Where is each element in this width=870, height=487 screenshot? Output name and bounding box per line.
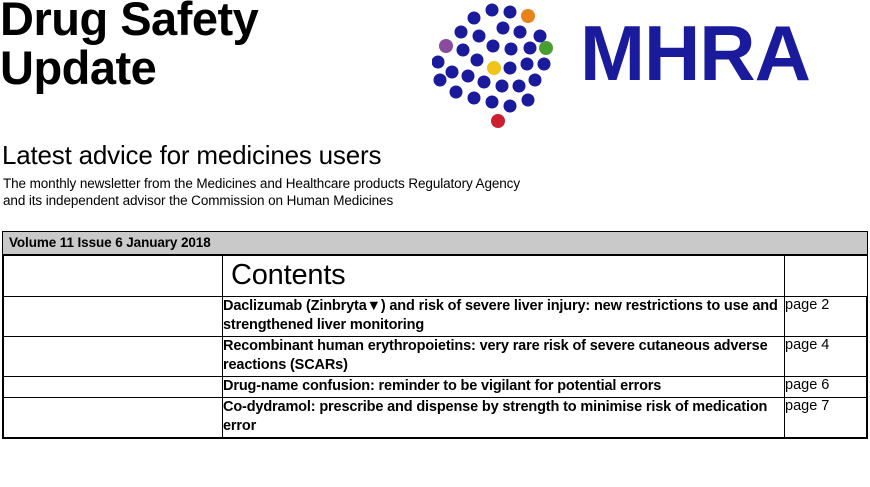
subline-line-2: and its independent advisor the Commission on Human Medicines bbox=[3, 192, 394, 208]
publication-title-block bbox=[0, 0, 430, 93]
subline-line-1: The monthly newsletter from the Medicines and Healthcare products Regulatory Agency bbox=[3, 176, 520, 191]
gutter-cell bbox=[4, 296, 223, 336]
contents-item-page[interactable]: page 4 bbox=[785, 336, 867, 376]
contents-item-title[interactable]: Recombinant human erythropoietins: very rare risk of severe cutaneous adverse reactions (SCARs) bbox=[223, 336, 785, 376]
contents-table bbox=[3, 255, 867, 438]
contents-item-title[interactable]: Daclizumab (Zinbryta▼) and risk of severe liver injury: new restrictions to use and strengthened liver monitoring bbox=[223, 296, 785, 336]
contents-item-title[interactable]: Co-dydramol: prescribe and dispense by strength to minimise risk of medication error bbox=[223, 397, 785, 437]
mhra-logo bbox=[432, 2, 870, 130]
masthead bbox=[0, 0, 870, 230]
table-row[interactable] bbox=[4, 296, 867, 336]
gutter-cell bbox=[4, 377, 223, 398]
strapline: Latest advice for medicines users bbox=[2, 140, 382, 170]
contents-heading: Contents bbox=[223, 256, 785, 297]
volume-issue-bar: Volume 11 Issue 6 January 2018 bbox=[3, 232, 867, 255]
contents-section bbox=[2, 231, 868, 439]
publication-title-line-1: Drug Safety bbox=[0, 0, 259, 45]
subline bbox=[3, 176, 520, 210]
table-row[interactable] bbox=[4, 397, 867, 437]
contents-item-page[interactable]: page 6 bbox=[785, 377, 867, 398]
contents-item-page[interactable]: page 2 bbox=[785, 296, 867, 336]
contents-heading-row bbox=[4, 256, 867, 297]
page-cell-empty bbox=[785, 256, 867, 297]
contents-item-page[interactable]: page 7 bbox=[785, 397, 867, 437]
table-row[interactable] bbox=[4, 377, 867, 398]
gutter-cell bbox=[4, 256, 223, 297]
gutter-cell bbox=[4, 397, 223, 437]
page-title bbox=[0, 0, 430, 93]
publication-title-line-2: Update bbox=[0, 41, 157, 95]
mhra-wordmark: MHRA bbox=[580, 9, 810, 97]
table-row[interactable] bbox=[4, 336, 867, 376]
gutter-cell bbox=[4, 336, 223, 376]
mhra-dot-cluster-icon bbox=[432, 2, 582, 130]
contents-item-title[interactable]: Drug-name confusion: reminder to be vigilant for potential errors bbox=[223, 377, 785, 398]
